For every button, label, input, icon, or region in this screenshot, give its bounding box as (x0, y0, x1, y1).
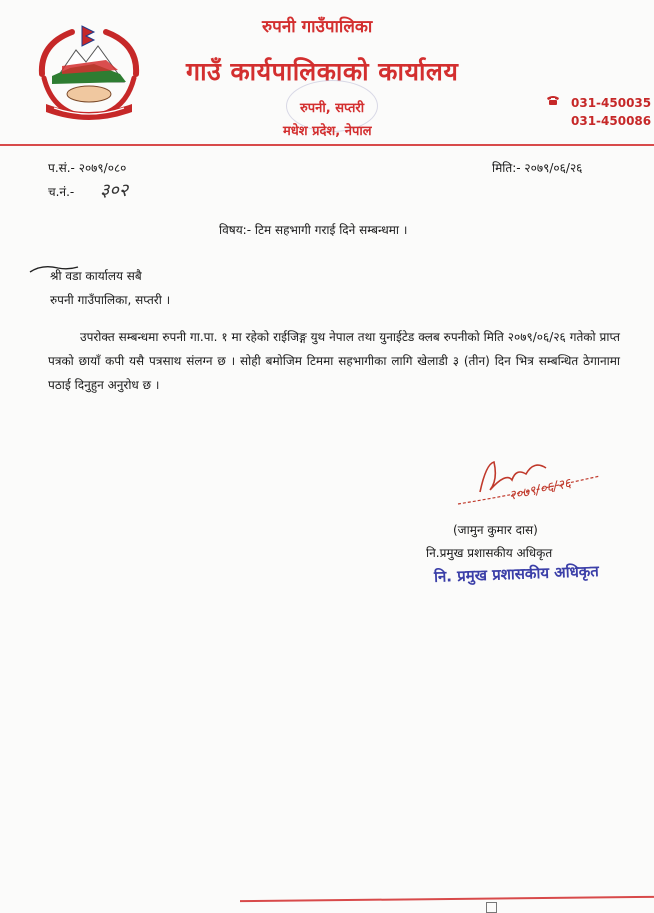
designation-stamp: नि. प्रमुख प्रशासकीय अधिकृत (433, 562, 600, 586)
address-line-2: मधेश प्रदेश, नेपाल (283, 124, 372, 139)
office-title: गाउँ कार्यपालिकाको कार्यालय (186, 57, 459, 86)
letter-subject: विषय:- टिम सहभागी गराई दिने सम्बन्धमा । (219, 223, 408, 237)
address-line-1: रुपनी, सप्तरी (300, 101, 365, 116)
dispatch-number-label: च.नं.- (48, 185, 75, 199)
signature-scribble (450, 450, 620, 510)
office-name: रुपनी गाउँपालिका (262, 17, 373, 37)
recipient-line-2: रुपनी गाउँपालिका, सप्तरी । (50, 293, 171, 307)
recipient-line-1: श्री वडा कार्यालय सबै (50, 269, 142, 283)
signatory-designation: नि.प्रमुख प्रशासकीय अधिकृत (426, 546, 553, 560)
header-divider (0, 144, 654, 146)
telephone-icon (546, 94, 560, 106)
dispatch-number-handwritten: ३०२ (100, 180, 129, 201)
phone-number-2: 031-450086 (571, 114, 652, 128)
letter-body: उपरोक्त सम्बन्धमा रुपनी गा.पा. १ मा रहेको राईजिङ्ग युथ नेपाल तथा युनाईटेड क्लब रुपनीको मिति २०७९/०६/२६ गतेको प्राप्त पत्रको छायाँ कपी यसै पत्रसाथ संलग्न छ । सोही बमोजिम टिममा सहभागीका लागि खेलाडी ३ (तीन) दिन भित्र सम्बन्धित ठेगानामा पठाई दिनुहुन अनुरोध छ । (48, 330, 620, 392)
footer-divider (240, 896, 654, 902)
letter-reference-number: प.सं.- २०७९/०८० (48, 161, 127, 175)
phone-number-1: 031-450035 (571, 96, 652, 110)
signatory-name: (जामुन कुमार दास) (453, 523, 538, 537)
nepal-emblem-icon (32, 24, 146, 124)
letter-date: मिति:- २०७९/०६/२६ (492, 161, 583, 175)
signature-date: २०७९/०६/२६ (507, 476, 573, 504)
footer-checkbox-icon (486, 902, 497, 913)
